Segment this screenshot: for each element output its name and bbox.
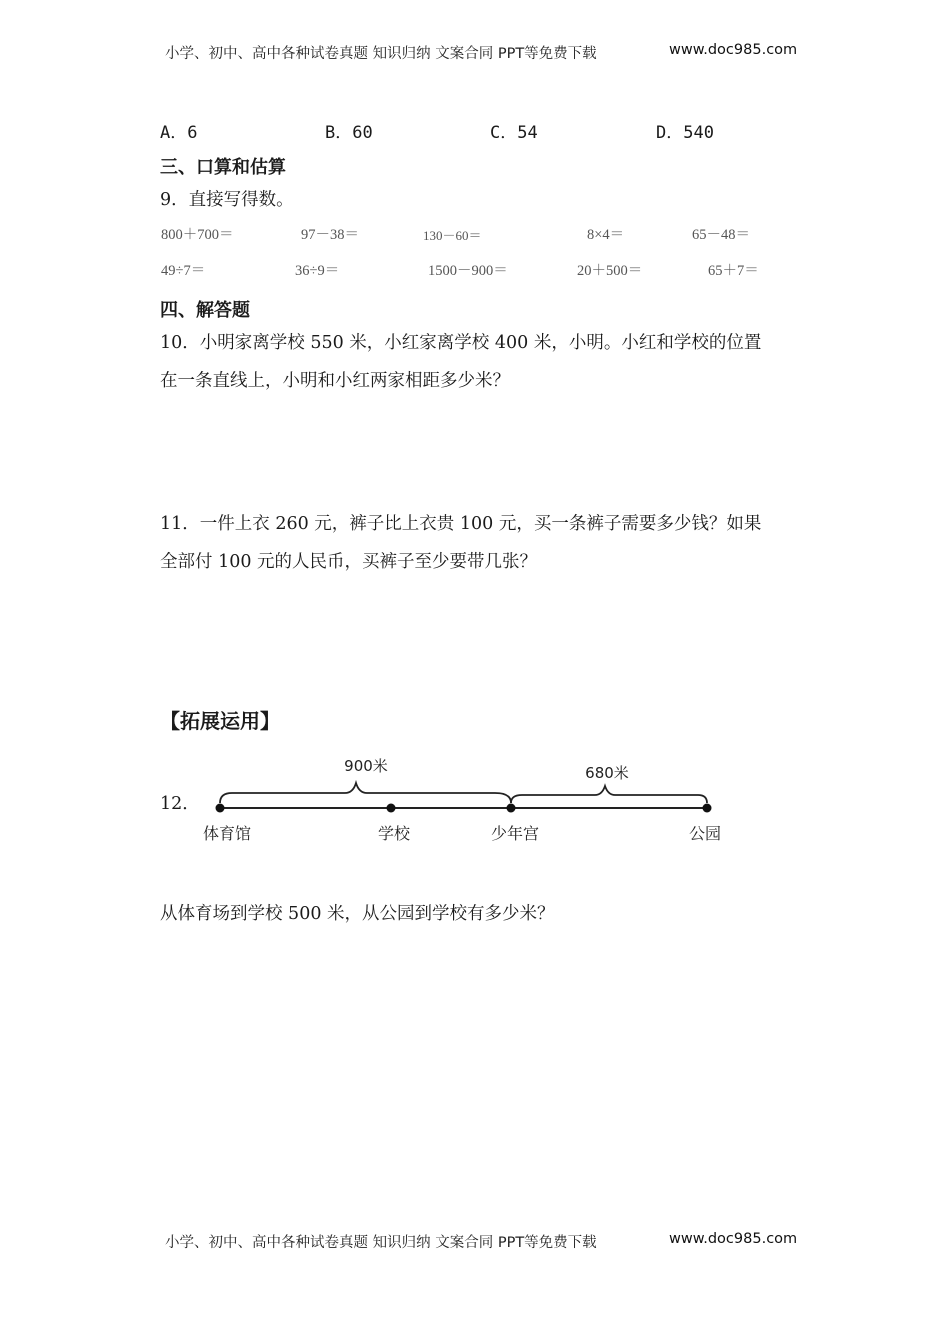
q10-line2: 在一条直线上，小明和小红两家相距多少米？ <box>160 371 510 391</box>
section3-title: 三、口算和估算 <box>160 157 286 178</box>
q11-line2: 全部付 100 元的人民币，买裤子至少要带几张？ <box>160 552 538 572</box>
option-d: D．540 <box>656 123 714 143</box>
calc-item: 97－38＝ <box>301 227 359 243</box>
label-youth-palace: 少年宫 <box>490 824 540 843</box>
q12-number: 12． <box>160 794 200 814</box>
calc-item: 1500－900＝ <box>428 263 508 279</box>
footer-site-link[interactable]: www.doc985.com <box>669 1231 798 1247</box>
calc-item: 36÷9＝ <box>295 263 340 279</box>
brace-680 <box>511 786 707 803</box>
q11-line1: 11．一件上衣 260 元，裤子比上衣贵 100 元，买一条裤子需要多少钱？如果 <box>160 514 762 534</box>
calc-item: 65＋7＝ <box>708 263 759 279</box>
point-gym <box>216 804 225 813</box>
extension-title: 【拓展运用】 <box>160 709 280 733</box>
calc-item: 130－60＝ <box>423 228 482 243</box>
label-gym: 体育馆 <box>202 824 252 843</box>
q9-prompt: 9．直接写得数。 <box>160 190 294 210</box>
label-school: 学校 <box>377 824 411 843</box>
calc-item: 20＋500＝ <box>577 263 643 279</box>
calc-item: 65－48＝ <box>692 227 750 243</box>
point-school <box>387 804 396 813</box>
label-680: 680米 <box>585 764 629 782</box>
point-youth-palace <box>507 804 516 813</box>
point-park <box>703 804 712 813</box>
header-text: 小学、初中、高中各种试卷真题 知识归纳 文案合同 PPT等免费下载 <box>165 46 597 62</box>
header-site-link[interactable]: www.doc985.com <box>669 42 798 58</box>
label-900: 900米 <box>344 757 388 775</box>
distance-diagram <box>190 750 750 850</box>
option-c: C．54 <box>490 123 538 143</box>
calc-item: 49÷7＝ <box>161 263 206 279</box>
footer-text: 小学、初中、高中各种试卷真题 知识归纳 文案合同 PPT等免费下载 <box>165 1235 597 1251</box>
label-park: 公园 <box>688 824 722 843</box>
brace-900 <box>220 783 511 803</box>
q10-line1: 10．小明家离学校 550 米，小红家离学校 400 米，小明。小红和学校的位置 <box>160 333 762 353</box>
option-b: B．60 <box>325 123 373 143</box>
option-a: A．6 <box>160 123 198 143</box>
calc-item: 800＋700＝ <box>161 227 234 243</box>
q12-question: 从体育场到学校 500 米，从公园到学校有多少米？ <box>160 904 555 924</box>
section4-title: 四、解答题 <box>160 300 250 321</box>
calc-item: 8×4＝ <box>587 227 625 243</box>
